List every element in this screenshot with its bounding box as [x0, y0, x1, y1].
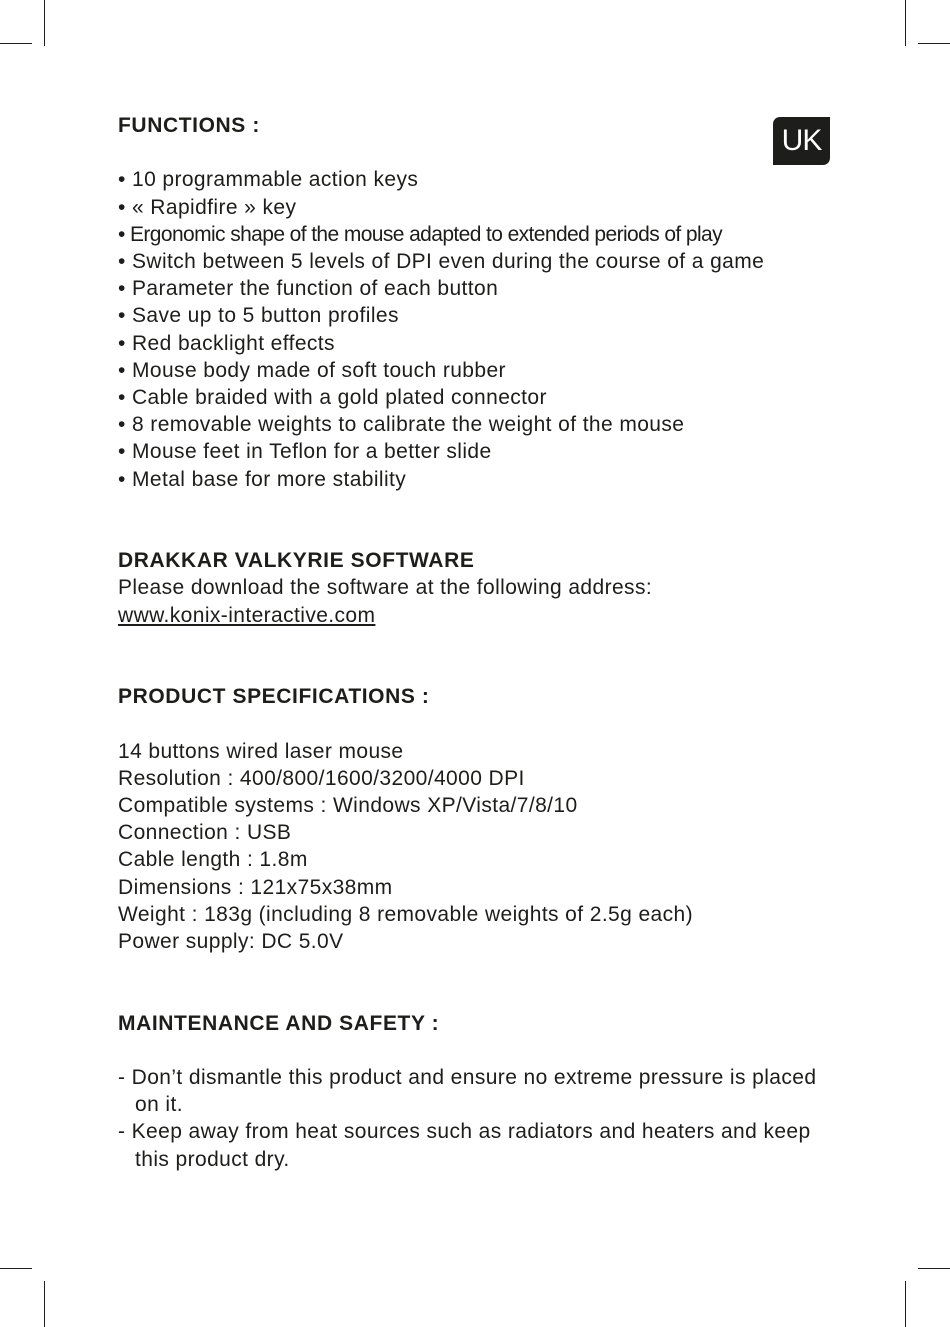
list-item: • « Rapidfire » key [118, 195, 297, 219]
maintenance-section [118, 1010, 838, 1173]
spec-line: Connection : USB [118, 821, 292, 845]
list-item: • Ergonomic shape of the mouse adapted to extended periods of play [118, 222, 723, 246]
spec-line: Power supply: DC 5.0V [118, 930, 344, 954]
software-heading: DRAKKAR VALKYRIE SOFTWARE [118, 549, 475, 573]
crop-mark-top-right-horizontal [918, 43, 950, 44]
list-item: • Parameter the function of each button [118, 277, 499, 301]
list-item: • Mouse feet in Teflon for a better slide [118, 440, 492, 464]
spec-line: Resolution : 400/800/1600/3200/4000 DPI [118, 766, 525, 790]
crop-mark-bottom-left-horizontal [0, 1268, 32, 1269]
specifications-heading: PRODUCT SPECIFICATIONS : [118, 685, 430, 709]
manual-page [118, 112, 838, 1173]
list-item: • 10 programmable action keys [118, 168, 419, 192]
functions-section [118, 112, 838, 493]
software-text: Please download the software at the following address: [118, 576, 653, 600]
functions-heading: FUNCTIONS : [118, 114, 260, 137]
list-item: • Metal base for more stability [118, 467, 407, 491]
spec-line: Compatible systems : Windows XP/Vista/7/8/10 [118, 794, 578, 818]
list-item: • Save up to 5 button profiles [118, 304, 399, 328]
website-link[interactable]: www.konix-interactive.com [118, 603, 376, 627]
specifications-section [118, 683, 838, 955]
list-item: - Don’t dismantle this product and ensure no extreme pressure is placed on it. [118, 1066, 817, 1117]
list-item: • Red backlight effects [118, 331, 335, 355]
crop-mark-top-left-horizontal [0, 43, 32, 44]
software-section [118, 547, 838, 629]
crop-mark-bottom-left-vertical [44, 1281, 45, 1327]
spec-line: Cable length : 1.8m [118, 848, 308, 872]
maintenance-heading: MAINTENANCE AND SAFETY : [118, 1011, 440, 1035]
list-item: • Switch between 5 levels of DPI even during the course of a game [118, 250, 765, 273]
crop-mark-bottom-right-horizontal [918, 1268, 950, 1269]
list-item: • Mouse body made of soft touch rubber [118, 358, 506, 382]
list-item: • Cable braided with a gold plated connector [118, 386, 547, 410]
list-item: - Keep away from heat sources such as radiators and heaters and keep this product dry. [118, 1120, 811, 1171]
crop-mark-bottom-right-vertical [905, 1281, 906, 1327]
spec-line: Dimensions : 121x75x38mm [118, 875, 393, 899]
crop-mark-top-right-vertical [905, 0, 906, 46]
functions-list [118, 166, 838, 492]
spec-line: 14 buttons wired laser mouse [118, 739, 404, 763]
spec-line: Weight : 183g (including 8 removable weights of 2.5g each) [118, 902, 693, 926]
list-item: • 8 removable weights to calibrate the weight of the mouse [118, 413, 685, 437]
crop-mark-top-left-vertical [44, 0, 45, 46]
language-badge: UK [773, 117, 830, 165]
